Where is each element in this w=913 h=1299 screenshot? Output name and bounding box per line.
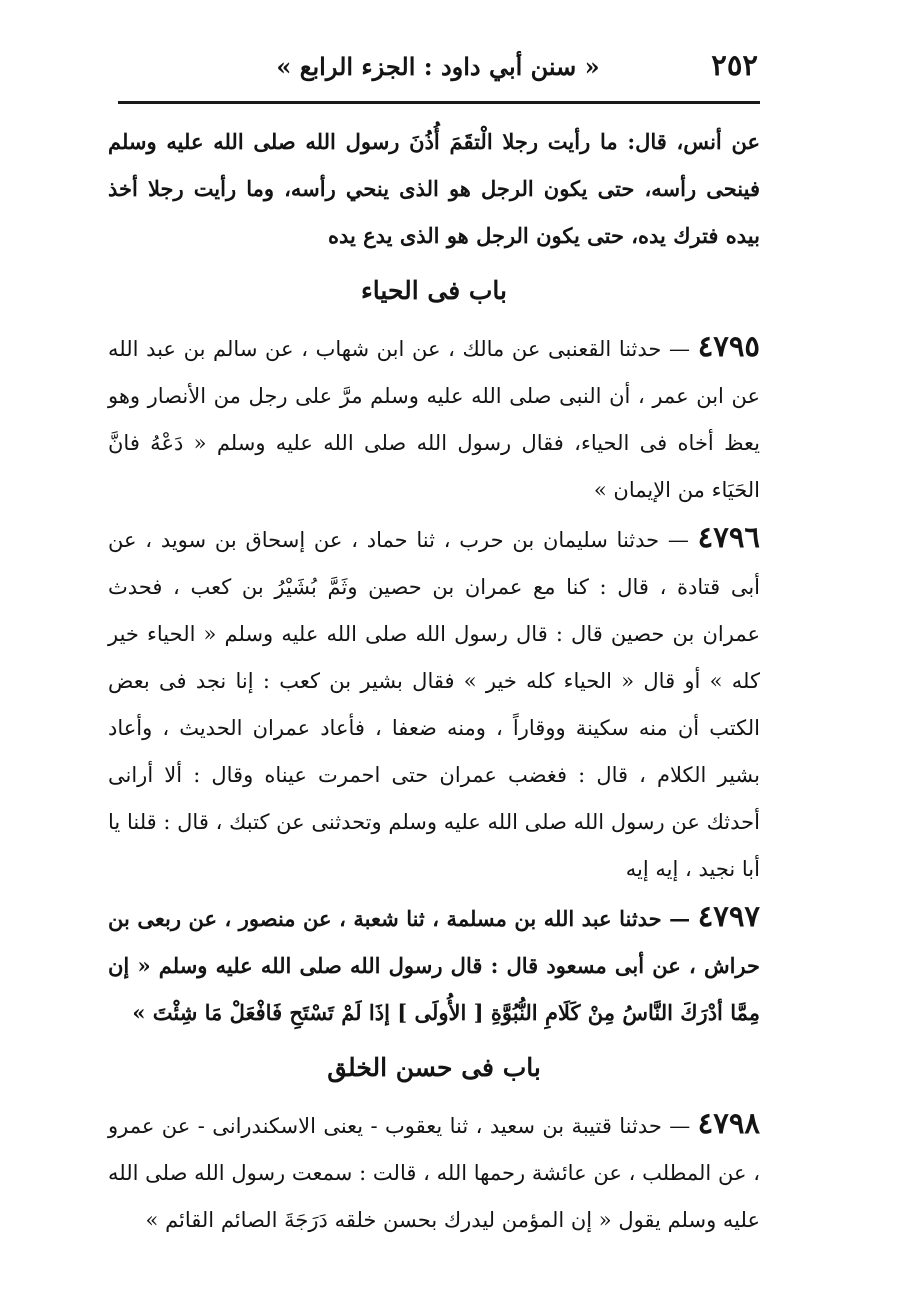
page-number: ٢٥٢: [711, 48, 758, 82]
hadith-text: — حدثنا القعنبى عن مالك ، عن ابن شهاب ، عن سالم بن عبد الله عن ابن عمر ، أن النبى صلى الله عليه وسلم مرَّ على رجل من الأنصار وهو يعظ أخاه فى الحياء، فقال رسول الله صلى الله عليه وسلم « دَعْهُ فانَّ الحَيَاء من الإيمان »: [108, 337, 760, 502]
hadith-4797: [108, 893, 760, 1036]
hadith-4798: [108, 1100, 760, 1244]
hadith-number: ٤٧٩٨: [697, 1106, 760, 1140]
hadith-4796: [108, 514, 760, 893]
hadith-4795: [108, 323, 760, 514]
chapter-heading-modesty: باب فى الحياء: [361, 276, 507, 305]
hadith-text: — حدثنا عبد الله بن مسلمة ، ثنا شعبة ، عن منصور ، عن ربعى بن حراش ، عن أبى مسعود قال : قال رسول الله صلى الله عليه وسلم « إن مِمَّا أدْرَكَ النَّاسُ مِنْ كَلَامِ النُّبُوَّةِ [ الأُولَى ] إذَا لَمْ تَسْتَحِ فَافْعَلْ مَا شِئْتَ »: [108, 906, 760, 1025]
hadith-text: — حدثنا سليمان بن حرب ، ثنا حماد ، عن إسحاق بن سويد ، عن أبى قتادة ، قال : كنا مع عمران بن حصين وثَمَّ بُشَيْرُ بن كعب ، فحدث عمران بن حصين قال : قال رسول الله صلى الله عليه وسلم « الحياء خير كله » أو قال « الحياء كله خير » فقال بشير بن كعب : إنا نجد فى بعض الكتب أن منه سكينة ووقاراً ، ومنه ضعفا ، فأعاد عمران الحديث ، وأعاد بشير الكلام ، قال : فغضب عمران حتى احمرت عيناه وقال : ألا أرانى أحدثك عن رسول الله صلى الله عليه وسلم وتحدثنى عن كتبك ، قال : قلنا يا أبا نجيد ، إيه إيه: [108, 528, 760, 881]
hadith-text: — حدثنا قتيبة بن سعيد ، ثنا يعقوب - يعنى الاسكندرانى - عن عمرو ، عن المطلب ، عن عائشة رحمها الله ، قالت : سمعت رسول الله صلى الله عليه وسلم يقول « إن المؤمن ليدرك بحسن خلقه دَرَجَةَ الصائم القائم »: [108, 1114, 760, 1232]
continuation-paragraph: عن أنس، قال: ما رأيت رجلا الْتقَمَ أُذُنَ رسول الله صلى الله عليه وسلم فينحى رأسه، حتى يكون الرجل هو الذى ينحي رأسه، وما رأيت رجلا أخذ بيده فترك يده، حتى يكون الرجل هو الذى يدع يده: [108, 129, 760, 248]
page-header: [118, 40, 758, 100]
hadith-number: ٤٧٩٧: [697, 899, 760, 933]
chapter-heading-good-character: باب فى حسن الخلق: [327, 1053, 541, 1082]
header-rule: [118, 101, 760, 104]
hadith-number: ٤٧٩٥: [697, 329, 760, 363]
running-title: « سنن أبي داود : الجزء الرابع »: [276, 52, 600, 81]
page-body: [108, 118, 760, 1244]
hadith-number: ٤٧٩٦: [697, 520, 760, 554]
